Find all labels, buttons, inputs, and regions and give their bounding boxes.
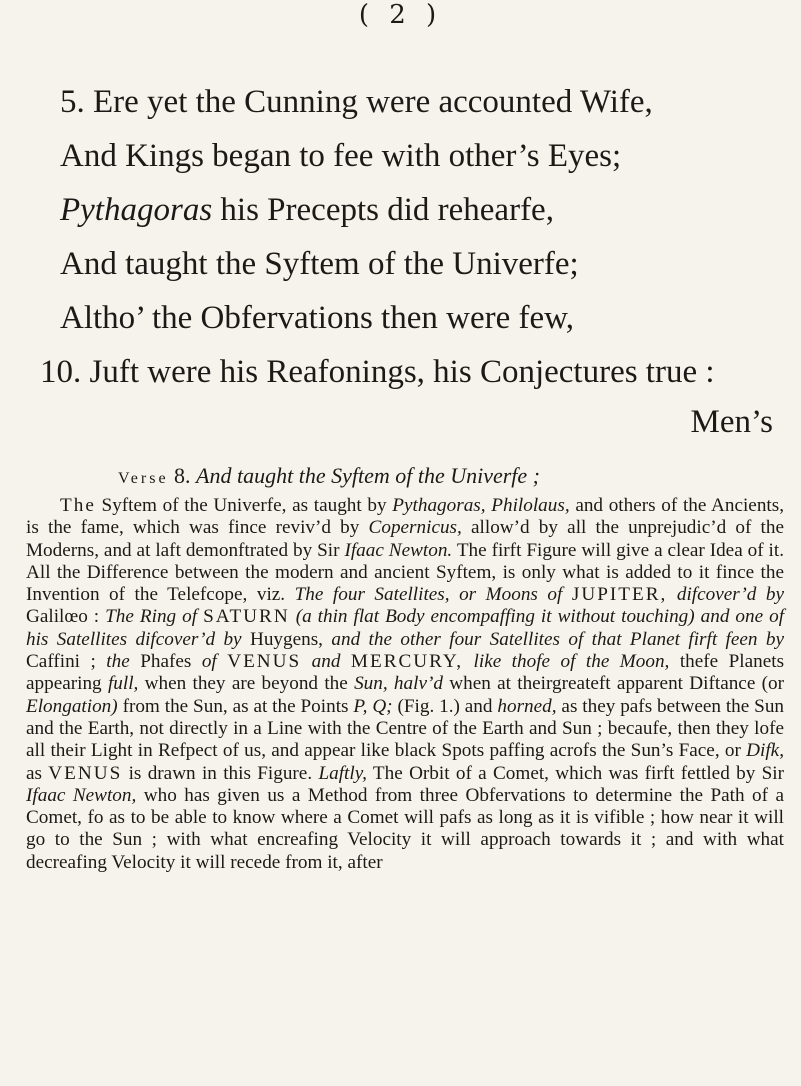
verse-line-1 (0, 82, 801, 122)
verse-line-6 (0, 352, 801, 392)
planet-name: VENUS (48, 762, 123, 784)
text-run: thefe Planets appearing (26, 651, 785, 695)
planet-name: JUPITER, (571, 584, 668, 606)
planet-name: MERCURY, (350, 651, 464, 673)
verse-line-3 (0, 190, 801, 230)
text-run: The firft Figure will give a clear Idea of it. All the Difference between the modern and ancient Syftem, is only what is added to it fince the Invention of the Telefcope, viz. (26, 539, 784, 606)
text-run: as (26, 762, 42, 784)
text-run: (Fig. 1.) and (397, 695, 493, 717)
text-run: The Orbit of a Comet, which was firft fettled by Sir (372, 762, 784, 784)
verse-text: Ere yet the Cunning were accounted Wife, (93, 84, 653, 120)
verse-name: Pythagoras (60, 192, 213, 228)
italic-run: difcover’d by (676, 584, 785, 606)
italic-run: and (311, 651, 341, 673)
verse-line-5 (0, 298, 801, 338)
name-run: Philolaus, (491, 495, 570, 516)
italic-run: the (106, 651, 130, 673)
verse-text: his Precepts did rehearfe, (220, 192, 554, 228)
italic-run: Laftly, (318, 762, 367, 784)
text-run: Caffini ; (26, 651, 96, 673)
italic-run: of (201, 651, 217, 673)
heading-label: Verse (118, 470, 169, 487)
text-run: is drawn in this Figure. (128, 762, 313, 784)
italic-run: like thofe of the Moon, (473, 651, 670, 673)
planet-name: SATURN (203, 606, 290, 628)
verse-text: Juft were his Reafonings, his Conjectures true : (89, 354, 715, 390)
italic-run: The Ring of (105, 606, 198, 628)
verse-number: 10. (40, 354, 82, 390)
planet-name: VENUS (227, 651, 302, 673)
heading-number: 8. (174, 463, 191, 488)
italic-run: Elongation) (26, 695, 118, 717)
text-run: Phafes (140, 651, 192, 673)
text-run: Huygens, (249, 628, 323, 650)
commentary-body (26, 495, 784, 874)
verse-text: And taught the Syftem of the Univerfe; (60, 246, 579, 282)
italic-run: (a thin flat Body encompaffing it without touching) and one of his Satellites difcover’d by (26, 606, 785, 650)
text-run: and others of the Ancients, is the fame, which was fince reviv’d by (26, 495, 785, 539)
verse-catchword: Men’s (690, 404, 773, 440)
verse-text: Altho’ the Obfervations then were few, (60, 300, 575, 336)
name-run: Ifaac Newton. (344, 539, 453, 561)
italic-run: P, Q; (353, 695, 393, 717)
italic-run: horned, (497, 695, 557, 717)
text-run: allow’d by all the unprejudic’d of the Moderns, and at laft demonftrated by Sir (26, 517, 785, 561)
text-run: when at theirgreateft apparent Diftance (or (449, 673, 784, 695)
verse-line-4 (0, 244, 801, 284)
verse-line-2 (0, 136, 801, 176)
name-run: Ifaac Newton, (26, 784, 137, 806)
page-number: ( 2 ) (358, 0, 443, 30)
italic-run: full, (107, 673, 139, 695)
text-run: as they pafs between the Sun and the Earth, not directly in a Line with the Centre of the Earth and Sun ; becaufe, then they lofe all their Light in Refpect of us, and appear like black Spots paffing acrofs the Sun’s Face, or (26, 695, 785, 762)
verse-number: 5. (60, 84, 85, 120)
text-run: Syftem of the Univerfe, as taught by (101, 495, 387, 516)
text-run: when they are beyond the (144, 673, 348, 695)
italic-run: Sun, halv’d (354, 673, 443, 695)
italic-run: The four Satellites, or Moons of (294, 584, 563, 606)
name-run: Copernicus, (368, 517, 462, 539)
text-run: who has given us a Method from three Obfervations to determine the Path of a Comet, fo as to be able to know where a Comet will pafs as long as it is vifible ; how near it will go to the Sun ; with what encreafing Velocity it will approach towards it ; and with what decreafing Velocity it will recede from it, (26, 784, 784, 873)
italic-run: and the other four Satellites of that Planet firft feen by (331, 628, 785, 650)
prose-catchword: after (347, 851, 383, 873)
text-run: from the Sun, as at the Points (122, 695, 349, 717)
verse-text: And Kings began to fee with other’s Eyes; (60, 138, 622, 174)
name-run: Pythagoras, (392, 495, 486, 516)
heading-quote: And taught the Syftem of the Univerfe ; (196, 463, 541, 488)
italic-run: Difk, (746, 740, 784, 762)
commentary-heading (118, 463, 778, 489)
text-run: Galilœo : (26, 606, 100, 628)
drop-word: The (60, 495, 96, 516)
